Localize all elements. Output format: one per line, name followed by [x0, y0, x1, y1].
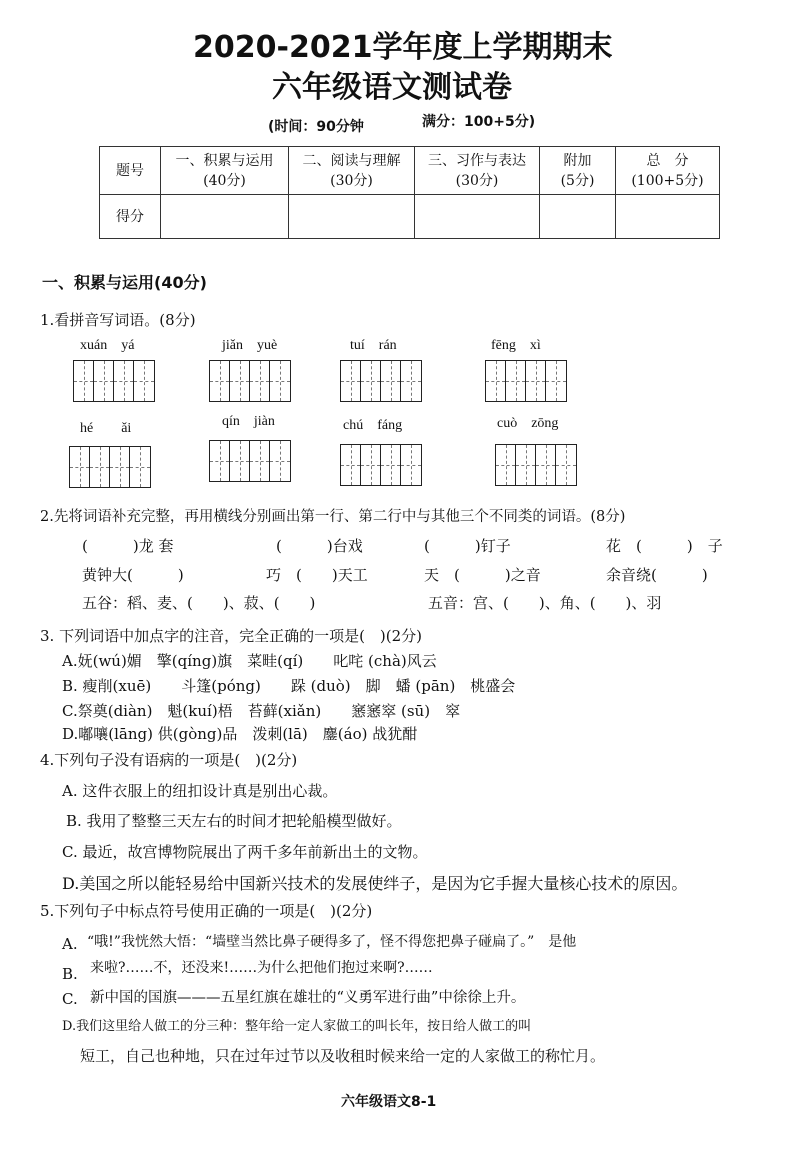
q4-option-b: B. 我用了整整三天左右的时间才把轮船模型做好。: [66, 812, 402, 830]
q5-stem: 5.下列句子中标点符号使用正确的一项是( )(2分): [40, 902, 373, 920]
section1-title: 一、积累与运用(40分): [42, 273, 207, 292]
q3-option-a: A.妩(wú)媚 擎(qíng)旗 菜畦(qí) 叱咤 (chà)风云: [62, 652, 437, 670]
q1-pinyin-8: cuò zōng: [497, 416, 559, 431]
q2-row1-item2: ( )台戏: [276, 537, 363, 555]
q3-option-d: D.嘟嚷(lāng) 供(gòng)品 泼刺(lā) 鏖(áo) 战犹酣: [62, 725, 418, 743]
score-cell-section2[interactable]: [289, 195, 415, 239]
q1-grid-5[interactable]: [69, 446, 151, 488]
q2-stem: 2.先将词语补充完整，再用横线分别画出第一行、第二行中与其他三个不同类的词语。(8分): [40, 509, 626, 525]
col-section1: 一、积累与运用 (40分): [161, 147, 289, 195]
score-cell-bonus[interactable]: [540, 195, 616, 239]
score-cell-section3[interactable]: [415, 195, 540, 239]
q1-pinyin-6: qín jiàn: [222, 414, 275, 429]
q1-pinyin-3: tuí rán: [350, 338, 397, 353]
q1-stem: 1.看拼音写词语。(8分): [40, 311, 196, 329]
exam-title-line1: 2020-2021学年度上学期期末: [193, 30, 613, 65]
q5-option-c: 新中国的国旗———五星红旗在雄壮的“义勇军进行曲”中徐徐上升。: [90, 990, 526, 1006]
col-total: 总 分 (100+5分): [616, 147, 720, 195]
q4-option-a: A. 这件衣服上的纽扣设计真是别出心裁。: [62, 782, 338, 800]
q1-pinyin-4: fēng xì: [491, 338, 541, 353]
q2-row1-item1: ( )龙 套: [82, 537, 174, 555]
q5-option-b-label: B.: [62, 965, 78, 983]
q2-row1-item4: 花 ( ) 子: [606, 537, 723, 555]
q1-pinyin-2: jiǎn yuè: [222, 338, 278, 353]
q1-grid-6[interactable]: [209, 440, 291, 482]
q5-option-a: “哦!”我恍然大悟：“墙壁当然比鼻子硬得多了，怪不得您把鼻子碰扁了。” 是他: [87, 934, 577, 950]
row-header-question-number: 题号: [100, 147, 161, 195]
q3-option-b: B. 瘦削(xuē) 斗篷(póng) 跺 (duò) 脚 蟠 (pān) 桃盛会: [62, 677, 516, 695]
q1-grid-3[interactable]: [340, 360, 422, 402]
q5-option-d-continued: 短工，自己也种地，只在过年过节以及收租时候来给一定的人家做工的称忙月。: [80, 1047, 606, 1065]
q2-row1-item3: ( )钉子: [424, 537, 511, 555]
q4-option-c: C. 最近，故宫博物院展出了两千多年前新出土的文物。: [62, 843, 428, 861]
page-footer: 六年级语文8-1: [341, 1094, 437, 1110]
q5-option-b: 来啦?……不，还没来!……为什么把他们抱过来啊?……: [90, 960, 433, 976]
score-cell-section1[interactable]: [161, 195, 289, 239]
q2-row2-item4: 余音绕( ): [606, 566, 708, 584]
col-bonus: 附加 (5分): [540, 147, 616, 195]
q2-row3-tones: 五音：宫、( )、角、( )、羽: [428, 594, 662, 612]
q5-option-a-label: A.: [62, 935, 78, 953]
exam-full-score: 满分：100+5分): [422, 114, 536, 130]
q1-grid-4[interactable]: [485, 360, 567, 402]
q4-option-d: D.美国之所以能轻易给中国新兴技术的发展使绊子，是因为它手握大量核心技术的原因。: [62, 874, 688, 893]
q2-row2-item2: 巧 ( )天工: [266, 566, 368, 584]
row-header-score: 得分: [100, 195, 161, 239]
q5-option-d: D.我们这里给人做工的分三种：整年给一定人家做工的叫长年，按日给人做工的叫: [62, 1019, 532, 1034]
q1-pinyin-7: chú fáng: [343, 418, 403, 433]
q1-grid-8[interactable]: [495, 444, 577, 486]
score-cell-total[interactable]: [616, 195, 720, 239]
col-section2: 二、阅读与理解 (30分): [289, 147, 415, 195]
score-table: [99, 146, 720, 239]
q5-option-c-label: C.: [62, 990, 78, 1008]
q2-row2-item3: 天 ( )之音: [424, 566, 541, 584]
q3-stem: 3. 下列词语中加点字的注音，完全正确的一项是( )(2分): [40, 627, 423, 645]
q1-pinyin-5: hé ǎi: [80, 421, 132, 436]
q2-row3-grains: 五谷：稻、麦、( )、菽、( ): [82, 594, 316, 612]
q4-stem: 4.下列句子没有语病的一项是( )(2分): [40, 751, 298, 769]
q1-pinyin-1: xuán yá: [80, 338, 135, 353]
col-section3: 三、习作与表达 (30分): [415, 147, 540, 195]
exam-time: (时间：90分钟: [268, 119, 364, 135]
q1-grid-7[interactable]: [340, 444, 422, 486]
exam-title-line2: 六年级语文测试卷: [272, 70, 512, 105]
q3-option-c: C.祭奠(diàn) 魁(kuí)梧 苔藓(xiǎn) 窸窸窣 (sū) 窣: [62, 702, 461, 720]
q1-grid-1[interactable]: [73, 360, 155, 402]
q1-grid-2[interactable]: [209, 360, 291, 402]
q2-row2-item1: 黄钟大( ): [82, 566, 184, 584]
